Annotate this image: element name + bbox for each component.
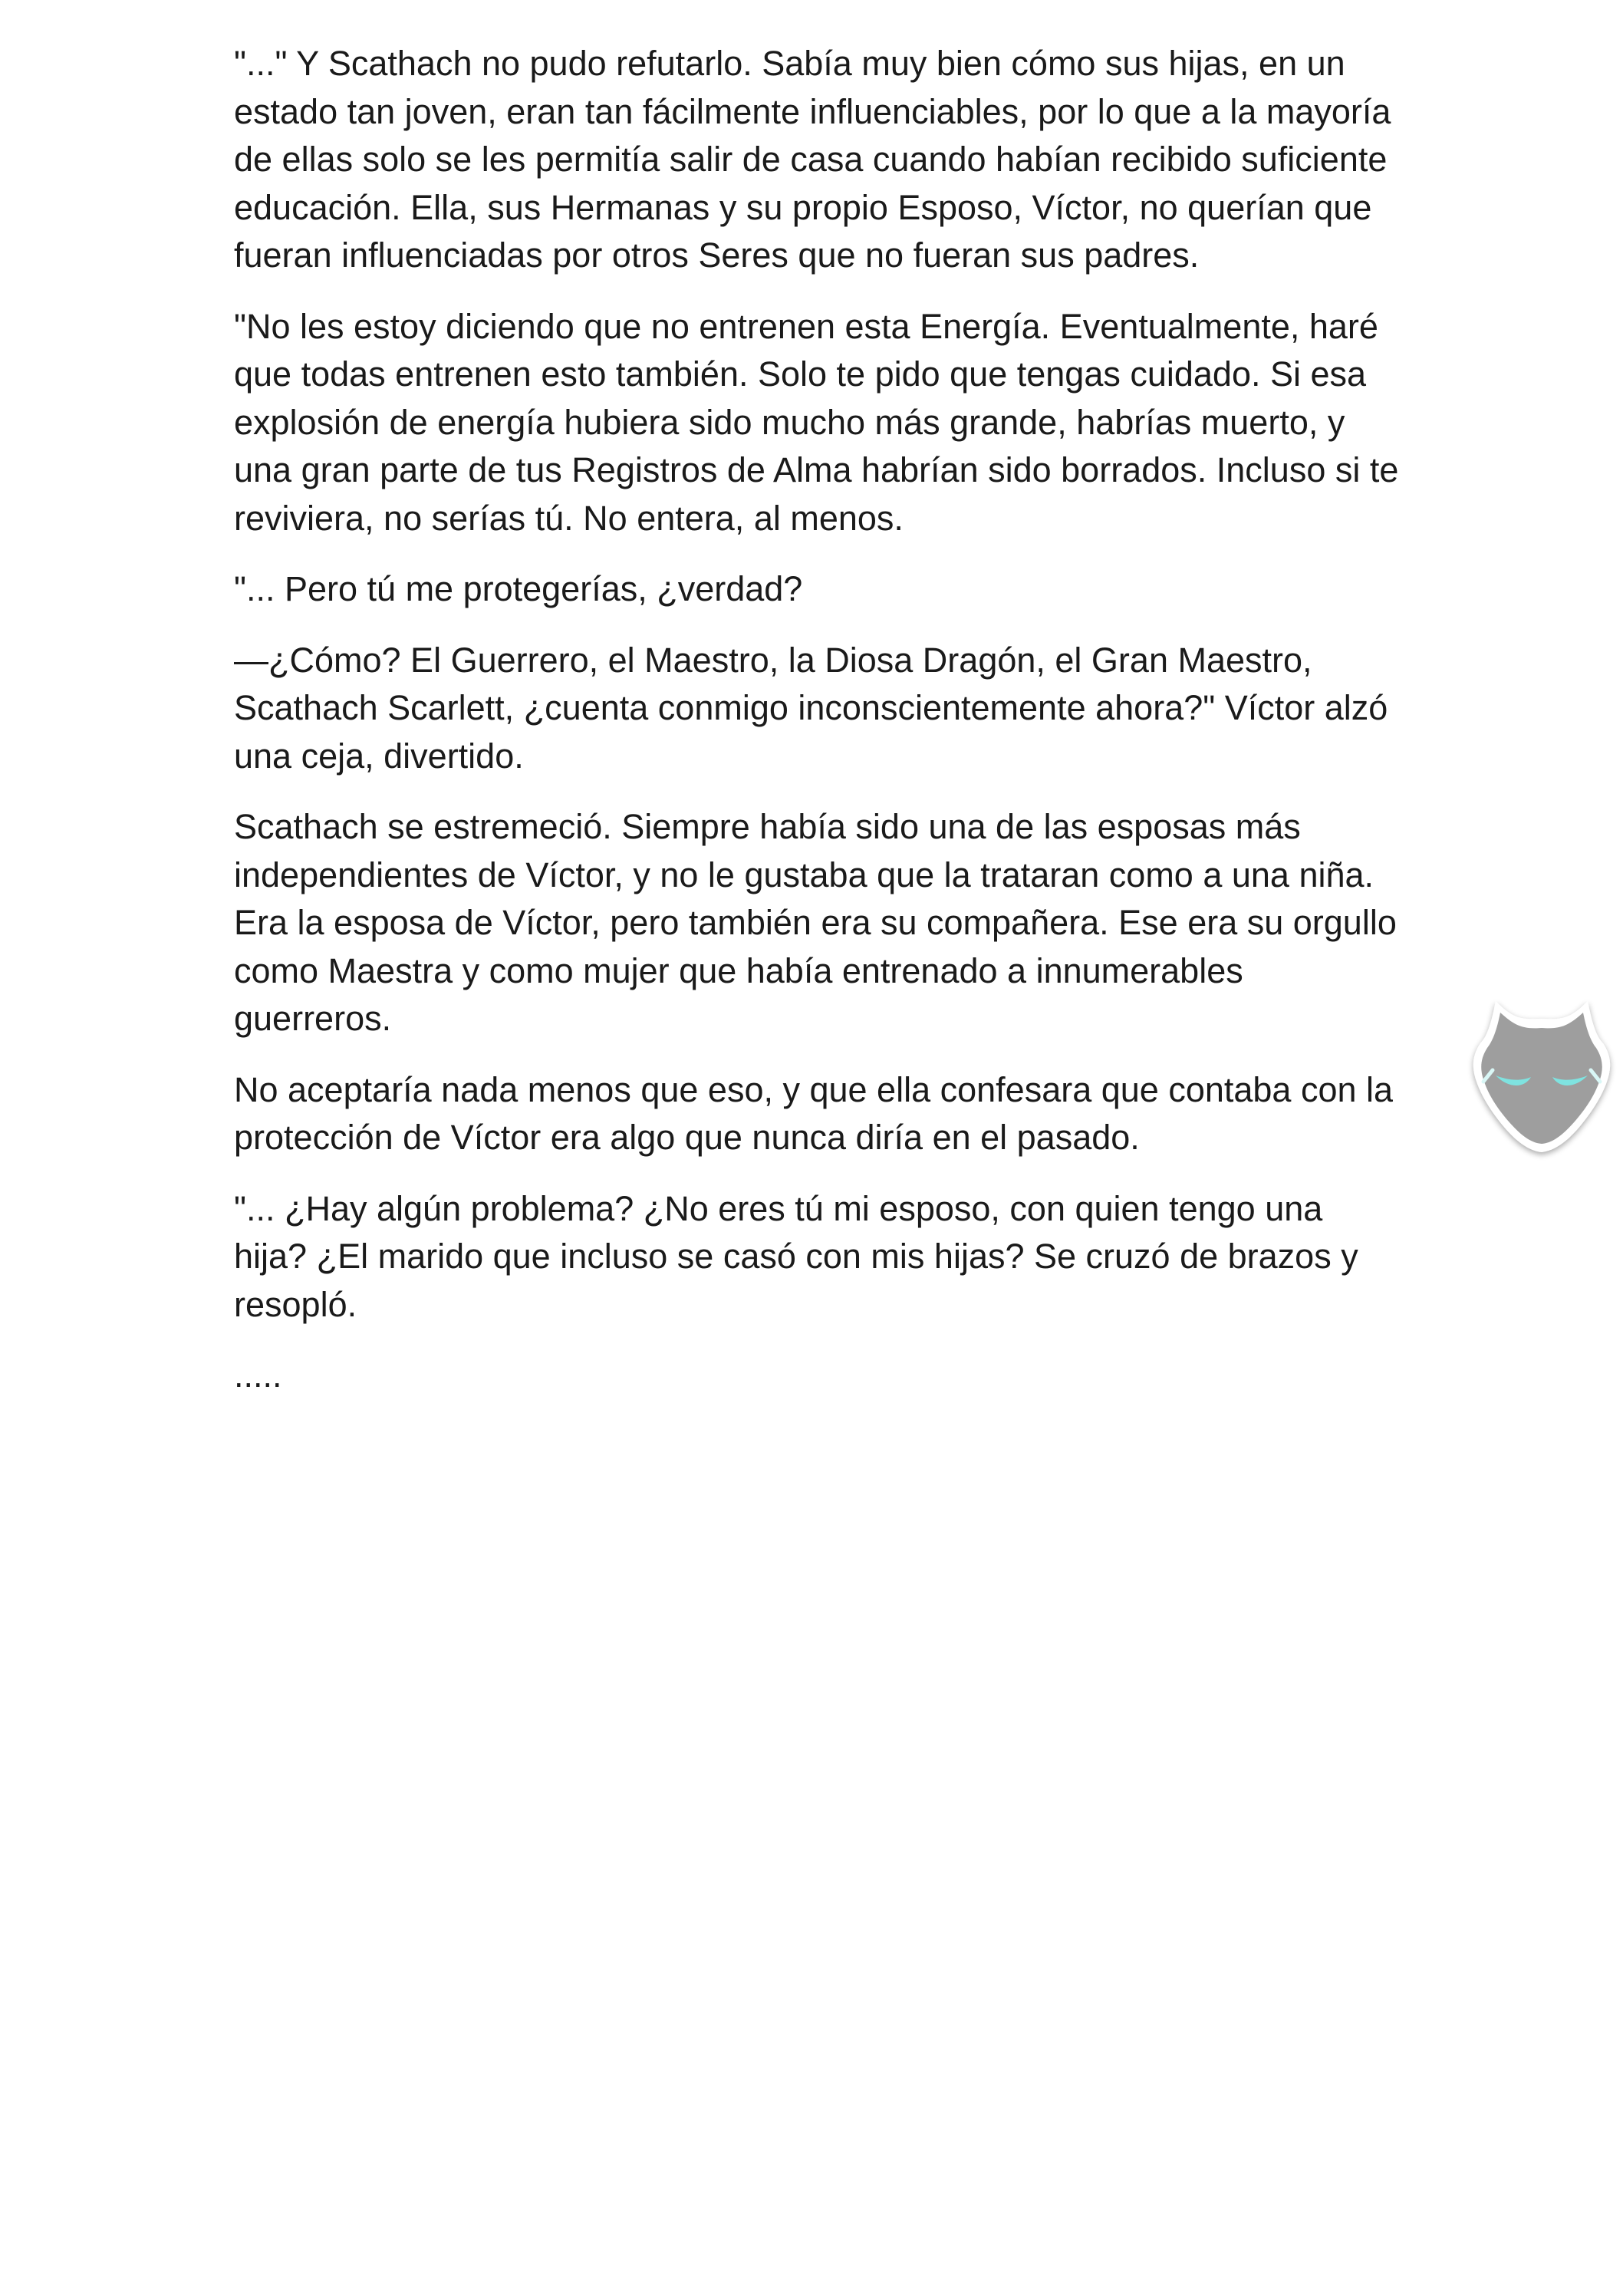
demon-head-icon — [1465, 990, 1618, 1166]
paragraph: Scathach se estremeció. Siempre había sido una de las esposas más independientes de Víctor, y no le gustaba que la trataran como a una niña. Era la esposa de Víctor, pero también era su compañera. Ese era su orgullo como Maestra y como mujer que había entrenado a innumerables guerreros. — [234, 807, 1397, 1038]
paragraph: No aceptaría nada menos que eso, y que ella confesara que contaba con la protección de Víctor era algo que nunca diría en el pasado. — [234, 1069, 1394, 1157]
paragraph: "... Pero tú me protegerías, ¿verdad? — [234, 569, 803, 608]
paragraph: "... ¿Hay algún problema? ¿No eres tú mi esposo, con quien tengo una hija? ¿El marido que incluso se casó con mis hijas? Se cruzó de brazos y resopló. — [234, 1188, 1358, 1324]
paragraph: "No les estoy diciendo que no entrenen esta Energía. Eventualmente, haré que todas entrenen esto también. Solo te pido que tengas cuidado. Si esa explosión de energía hubiera sido mucho más grande, habrías muerto, y una gran parte de tus Registros de Alma habrían sido borrados. Incluso si te reviviera, no serías tú. No entera, al menos. — [234, 306, 1399, 538]
paragraph: "..." Y Scathach no pudo refutarlo. Sabía muy bien cómo sus hijas, en un estado tan joven, eran tan fácilmente influenciables, por lo que a la mayoría de ellas solo se les permitía salir de casa cuando habían recibido suficiente educación. Ella, sus Hermanas y su propio Esposo, Víctor, no querían que fueran influenciadas por otros Seres que no fueran sus padres. — [234, 44, 1391, 275]
paragraph: ..... — [234, 1356, 282, 1395]
document-body — [234, 40, 1400, 1423]
paragraph: —¿Cómo? El Guerrero, el Maestro, la Diosa Dragón, el Gran Maestro, Scathach Scarlett, ¿cuenta conmigo inconscientemente ahora?" Víctor alzó una ceja, divertido. — [234, 640, 1388, 776]
